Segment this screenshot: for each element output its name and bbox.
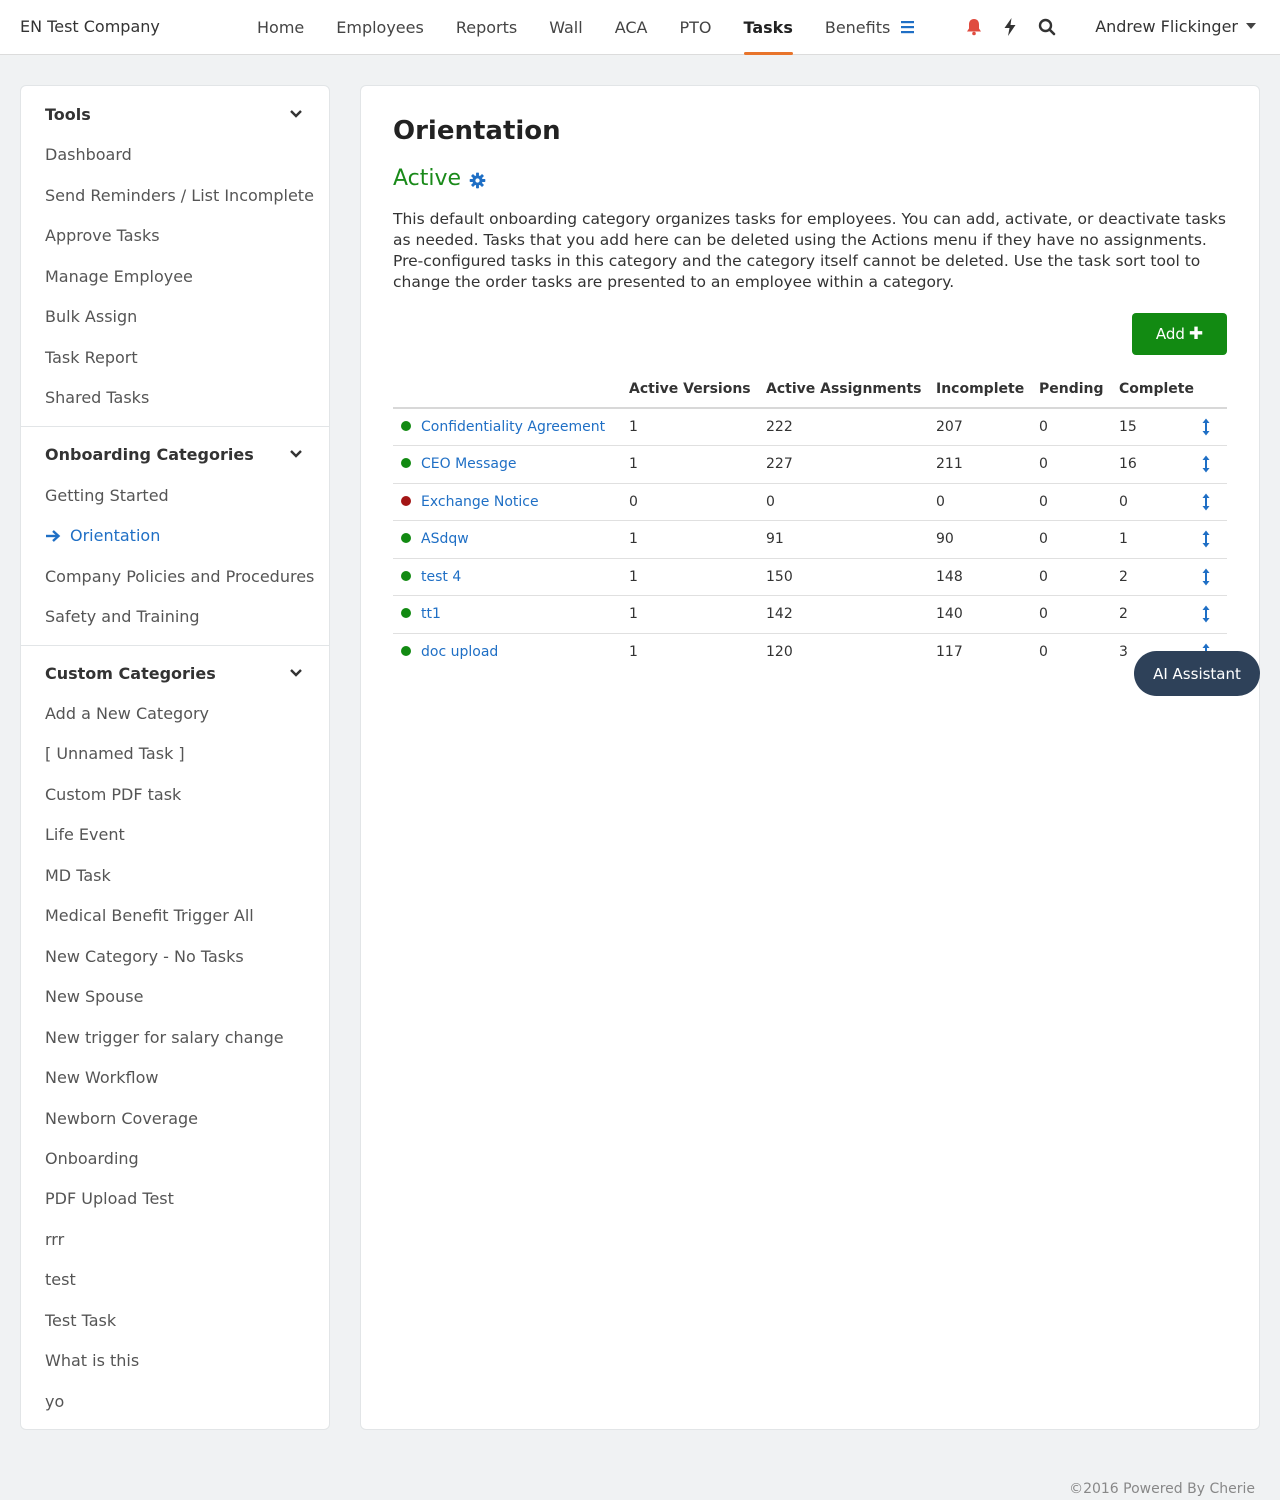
versions-cell: 1: [629, 558, 766, 596]
bell-icon[interactable]: [964, 17, 984, 37]
pending-cell: 0: [1039, 644, 1048, 660]
incomplete-cell: 140: [936, 596, 1039, 634]
column-header: [393, 370, 629, 408]
sidebar-item[interactable]: New Category - No Tasks: [45, 946, 244, 966]
complete-cell: 2: [1119, 596, 1201, 634]
sidebar-item[interactable]: PDF Upload Test: [45, 1189, 174, 1209]
sidebar-item[interactable]: Dashboard: [45, 145, 132, 164]
versions-cell: 0: [629, 483, 766, 521]
arrow-right-icon: [45, 528, 61, 544]
complete-cell: 16: [1119, 446, 1201, 484]
main-panel: [360, 85, 1260, 1430]
table-row: [393, 521, 1227, 559]
incomplete-cell: 0: [936, 483, 1039, 521]
incomplete-cell: 148: [936, 558, 1039, 596]
sidebar-item[interactable]: Company Policies and Procedures: [45, 566, 315, 586]
pending-cell: 0: [1039, 446, 1119, 484]
incomplete-cell: 117: [936, 644, 963, 660]
page-title: Orientation: [393, 116, 561, 146]
incomplete-cell: 211: [936, 446, 1039, 484]
sidebar-item[interactable]: Approve Tasks: [45, 226, 160, 245]
sort-cell: [1201, 446, 1227, 484]
plus-icon: ✚: [1188, 324, 1204, 344]
hamburger-icon[interactable]: [898, 17, 918, 37]
chevron-down-icon[interactable]: [289, 107, 303, 121]
task-link[interactable]: Exchange Notice: [421, 493, 539, 510]
sidebar-item[interactable]: Test Task: [45, 1310, 117, 1330]
nav-home[interactable]: Home: [257, 18, 305, 37]
sidebar: [20, 85, 330, 1430]
assignments-cell: 222: [766, 408, 936, 446]
task-link[interactable]: Confidentiality Agreement: [421, 419, 606, 435]
column-header: Active Versions: [629, 370, 766, 408]
nav-pto[interactable]: PTO: [679, 18, 712, 37]
sort-cell: [1201, 521, 1227, 559]
chevron-down-icon[interactable]: [289, 447, 303, 461]
table-row: [393, 558, 1227, 596]
task-name-cell: [393, 446, 629, 484]
sidebar-item[interactable]: Getting Started: [45, 486, 169, 505]
nav-wall[interactable]: Wall: [549, 18, 583, 37]
table-row: [393, 483, 1227, 521]
assignments-cell: 91: [766, 521, 936, 559]
versions-cell: 1: [629, 644, 638, 660]
sidebar-item[interactable]: Newborn Coverage: [45, 1108, 199, 1128]
sidebar-item[interactable]: Bulk Assign: [45, 307, 138, 326]
sidebar-item[interactable]: rrr: [45, 1229, 65, 1249]
column-header: Active Assignments: [766, 370, 936, 408]
table-row: [393, 596, 1227, 634]
sort-cell: [1201, 596, 1227, 634]
task-name-cell: [393, 633, 629, 671]
nav-benefits[interactable]: Benefits: [824, 18, 891, 37]
sort-icon[interactable]: [1201, 530, 1211, 548]
add-button-label: Add: [1155, 325, 1185, 343]
assignments-cell: 142: [766, 596, 936, 634]
complete-cell: 2: [1119, 558, 1201, 596]
table-row: [393, 408, 1227, 446]
add-task-button[interactable]: [1132, 313, 1227, 355]
sidebar-item[interactable]: New trigger for salary change: [45, 1027, 284, 1047]
sidebar-item[interactable]: Custom PDF task: [45, 784, 182, 804]
sort-cell: [1201, 558, 1227, 596]
versions-cell: 1: [629, 521, 766, 559]
task-link[interactable]: ASdqw: [421, 531, 469, 548]
pending-cell: 0: [1039, 521, 1119, 559]
versions-cell: 1: [629, 596, 766, 634]
active-status-dot: [401, 646, 411, 656]
sort-icon[interactable]: [1201, 605, 1211, 623]
sidebar-item[interactable]: Send Reminders / List Incomplete: [45, 185, 314, 205]
task-name-cell: [393, 596, 629, 634]
incomplete-cell: 90: [936, 521, 1039, 559]
onboarding-header[interactable]: Onboarding Categories: [45, 445, 254, 464]
sort-cell: [1201, 408, 1227, 446]
user-menu[interactable]: [1095, 17, 1256, 36]
task-name-cell: [393, 558, 629, 596]
sort-icon[interactable]: [1201, 568, 1211, 586]
task-name-cell: [393, 483, 629, 521]
sidebar-item[interactable]: Manage Employee: [45, 266, 193, 286]
complete-cell: 0: [1119, 483, 1201, 521]
sidebar-item[interactable]: Onboarding: [45, 1148, 139, 1168]
assignments-cell: 227: [766, 446, 936, 484]
table-row: [393, 633, 1227, 671]
sidebar-item[interactable]: yo: [45, 1391, 65, 1411]
sidebar-divider: [21, 426, 329, 427]
ai-assistant-button[interactable]: AI Assistant: [1134, 651, 1260, 696]
incomplete-cell: 207: [936, 408, 1039, 446]
sidebar-item[interactable]: Add a New Category: [45, 704, 210, 723]
task-link[interactable]: tt1: [421, 606, 441, 623]
sidebar-item[interactable]: Medical Benefit Trigger All: [45, 906, 254, 926]
sort-icon[interactable]: [1201, 493, 1211, 511]
sidebar-item[interactable]: [ Unnamed Task ]: [45, 744, 185, 764]
active-status-dot: [401, 421, 411, 431]
nav-employees[interactable]: Employees: [336, 18, 424, 37]
sidebar-item[interactable]: New Workflow: [45, 1068, 159, 1088]
sidebar-item[interactable]: New Spouse: [45, 987, 144, 1007]
sort-cell: [1201, 483, 1227, 521]
tasks-table: [393, 370, 1227, 671]
custom-header[interactable]: Custom Categories: [45, 664, 216, 683]
nav-reports[interactable]: Reports: [455, 18, 518, 37]
sidebar-item[interactable]: Shared Tasks: [45, 388, 150, 407]
column-header: Pending: [1039, 370, 1119, 408]
complete-cell: 15: [1119, 408, 1201, 446]
inactive-status-dot: [401, 496, 411, 506]
pending-cell: 0: [1039, 596, 1119, 634]
sidebar-divider: [21, 645, 329, 646]
active-status-dot: [401, 458, 411, 468]
task-link[interactable]: CEO Message: [421, 456, 517, 473]
assignments-cell: 0: [766, 483, 936, 521]
sidebar-item[interactable]: Safety and Training: [45, 606, 200, 626]
active-status-dot: [401, 571, 411, 581]
column-header: Complete: [1119, 370, 1201, 408]
versions-cell: 1: [629, 446, 766, 484]
category-description: This default onboarding category organizes tasks for employees. You can add, activate, or deactivate tasks as needed. Tasks that you add here can be deleted using the Actions menu if they have no assignments. Pre-configured tasks in this category and the category itself cannot be deleted. Use the task sort tool to change the order tasks are presented to an employee within a category.: [393, 210, 1226, 291]
versions-cell: 1: [629, 408, 766, 446]
table-row: [393, 446, 1227, 484]
task-link[interactable]: doc upload: [421, 644, 499, 660]
footer-text: ©2016 Powered By Cherie: [1069, 1481, 1255, 1497]
complete-cell: 1: [1119, 521, 1201, 559]
task-name-cell: [393, 408, 629, 446]
caret-down-icon: [1246, 23, 1256, 29]
complete-cell: 3: [1119, 644, 1128, 660]
column-header: [1201, 370, 1227, 408]
pending-cell: 0: [1039, 483, 1119, 521]
table-header-row: [393, 370, 1227, 408]
pending-cell: 0: [1039, 558, 1119, 596]
sidebar-item[interactable]: Task Report: [45, 347, 138, 367]
gear-icon[interactable]: [469, 172, 486, 189]
sidebar-item[interactable]: Orientation: [70, 526, 161, 546]
status-label: Active: [393, 166, 462, 191]
assignments-cell: 150: [766, 558, 936, 596]
pending-cell: 0: [1039, 408, 1119, 446]
search-icon[interactable]: [1037, 17, 1057, 37]
sidebar-item[interactable]: Life Event: [45, 825, 125, 845]
company-name[interactable]: EN Test Company: [20, 17, 160, 36]
main-nav: [241, 0, 906, 55]
task-link[interactable]: test 4: [421, 568, 462, 585]
nav-tasks[interactable]: Tasks: [728, 0, 809, 55]
assignments-cell: 120: [766, 644, 793, 660]
sort-icon[interactable]: [1201, 418, 1211, 436]
nav-aca[interactable]: ACA: [614, 18, 648, 37]
sidebar-item[interactable]: What is this: [45, 1351, 140, 1371]
chevron-down-icon[interactable]: [289, 666, 303, 680]
column-header: Incomplete: [936, 370, 1039, 408]
tools-header[interactable]: Tools: [45, 105, 91, 124]
top-nav: [0, 0, 1280, 55]
sidebar-item[interactable]: MD Task: [45, 865, 111, 885]
active-status-dot: [401, 533, 411, 543]
active-status-dot: [401, 608, 411, 618]
user-name: Andrew Flickinger: [1095, 17, 1238, 36]
task-name-cell: [393, 521, 629, 559]
sidebar-item[interactable]: test: [45, 1270, 76, 1290]
sort-icon[interactable]: [1201, 455, 1211, 473]
lightning-icon[interactable]: [1000, 17, 1020, 37]
